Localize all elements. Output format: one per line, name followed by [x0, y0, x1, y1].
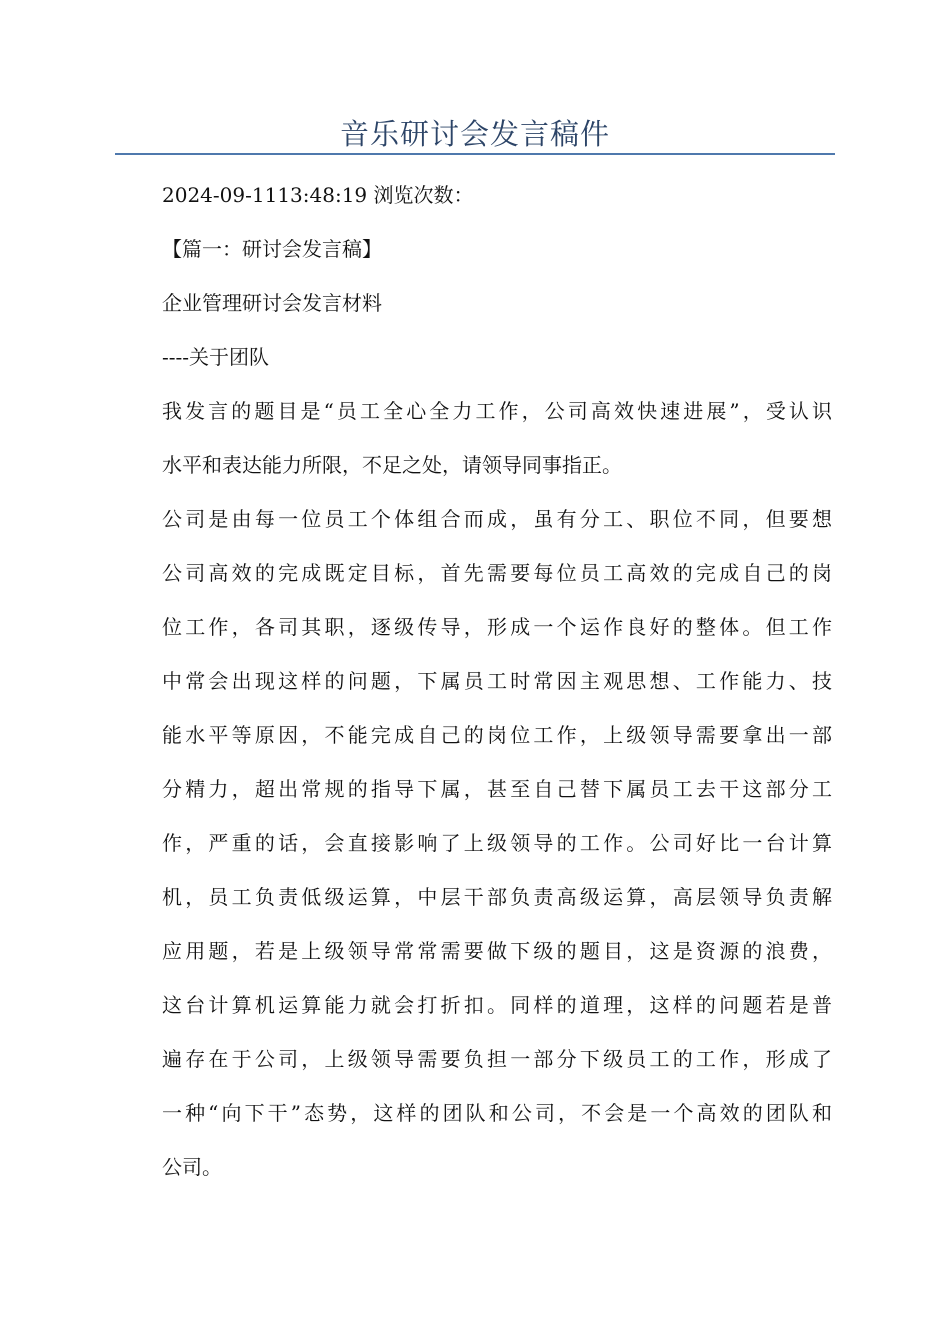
paragraph-line: 能水平等原因，不能完成自己的岗位工作，上级领导需要拿出一部 — [162, 723, 832, 747]
paragraph-line: 公司。 — [162, 1155, 222, 1179]
paragraph — [162, 384, 832, 492]
paragraph-line: 遍存在于公司，上级领导需要负担一部分下级员工的工作，形成了 — [162, 1047, 832, 1071]
document-body — [162, 168, 832, 1194]
paragraph-line: 水平和表达能力所限，不足之处，请领导同事指正。 — [162, 453, 622, 477]
document-topic: ----关于团队 — [162, 345, 270, 369]
paragraph-line: 公司高效的完成既定目标，首先需要每位员工高效的完成自己的岗 — [162, 561, 832, 585]
paragraph-line: 机，员工负责低级运算，中层干部负责高级运算，高层领导负责解 — [162, 885, 832, 909]
paragraph-line: 分精力，超出常规的指导下属，甚至自己替下属员工去干这部分工 — [162, 777, 832, 801]
paragraphs — [162, 384, 832, 1194]
paragraph-line: 我发言的题目是“员工全心全力工作，公司高效快速进展”，受认识 — [162, 399, 832, 423]
paragraph-line: 这台计算机运算能力就会打折扣。同样的道理，这样的问题若是普 — [162, 993, 832, 1017]
title-underline — [115, 153, 835, 155]
document-title: 音乐研讨会发言稿件 — [339, 117, 610, 151]
paragraph — [162, 492, 832, 1194]
paragraph-line: 公司是由每一位员工个体组合而成，虽有分工、职位不同，但要想 — [162, 507, 832, 531]
document-meta: 2024-09-1113:48:19 浏览次数： — [162, 183, 474, 207]
paragraph-line: 中常会出现这样的问题，下属员工时常因主观思想、工作能力、技 — [162, 669, 832, 693]
paragraph-line: 一种“向下干”态势，这样的团队和公司，不会是一个高效的团队和 — [162, 1101, 832, 1125]
paragraph-line: 位工作，各司其职，逐级传导，形成一个运作良好的整体。但工作 — [162, 615, 832, 639]
document-subtitle: 企业管理研讨会发言材料 — [162, 291, 382, 315]
section-heading: 【篇一：研讨会发言稿】 — [162, 237, 382, 261]
paragraph-line: 作，严重的话，会直接影响了上级领导的工作。公司好比一台计算 — [162, 831, 832, 855]
paragraph-line: 应用题，若是上级领导常常需要做下级的题目，这是资源的浪费， — [162, 939, 832, 963]
